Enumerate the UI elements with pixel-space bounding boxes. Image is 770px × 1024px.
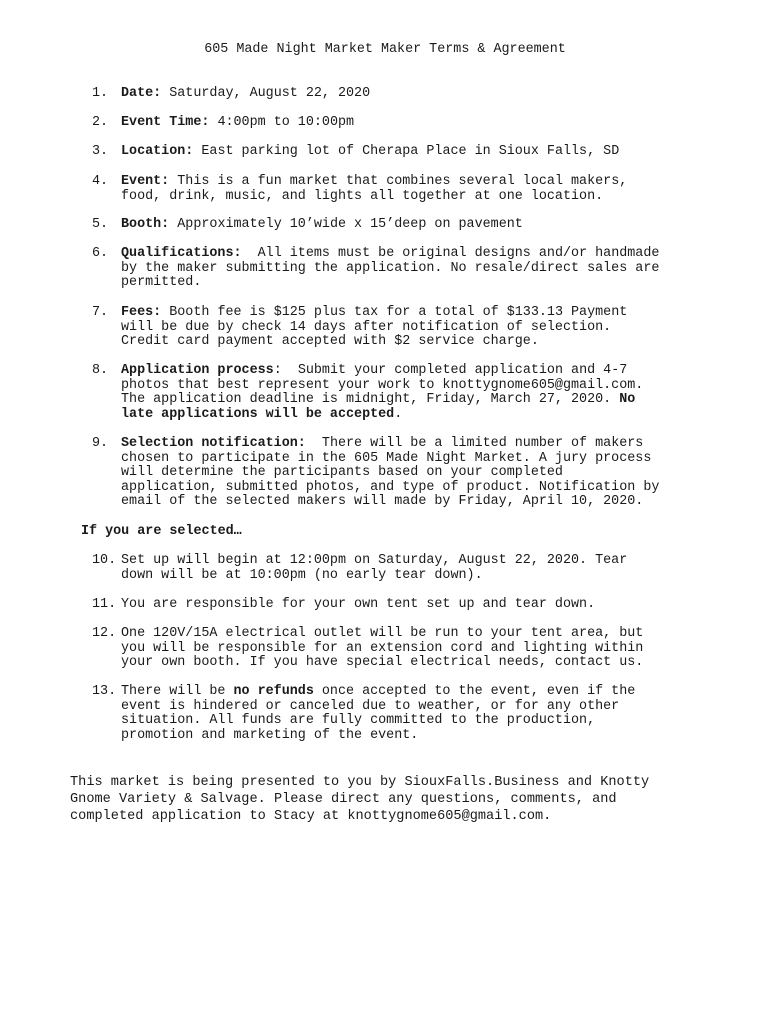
term-text: application, submitted photos, and type of product. Notification by: [121, 479, 660, 495]
term-label: Event Time:: [121, 115, 210, 130]
term-item-qualifications: [92, 247, 712, 291]
term-text: your own booth. If you have special electrical needs, contact us.: [121, 655, 644, 671]
term-emphasis: no refunds: [233, 684, 314, 699]
term-text: Set up will begin at 12:00pm on Saturday, August 22, 2020. Tear: [121, 553, 628, 568]
item-number: 3.: [92, 144, 109, 159]
term-text: Credit card payment accepted with $2 service charge.: [121, 334, 539, 350]
item-number: 10.: [92, 553, 117, 568]
footer-line: This market is being presented to you by SiouxFalls.Business and Knotty: [70, 775, 650, 790]
term-item-location: [92, 145, 712, 160]
term-item-event: [92, 175, 712, 204]
term-item-fees: [92, 306, 712, 350]
item-number: 12.: [92, 626, 117, 641]
item-number: 7.: [92, 305, 109, 320]
term-text: One 120V/15A electrical outlet will be run to your tent area, but: [121, 626, 644, 641]
item-number: 13.: [92, 684, 117, 699]
term-emphasis: late applications will be accepted: [121, 406, 395, 422]
item-number: 6.: [92, 246, 109, 261]
item-number: 5.: [92, 217, 109, 232]
term-text: Submit your completed application and 4-7: [289, 363, 628, 378]
item-number: 2.: [92, 115, 109, 130]
term-label: Qualifications:: [121, 246, 242, 261]
term-item-booth: [92, 218, 712, 233]
term-emphasis: No: [619, 392, 636, 408]
term-item-refunds: [92, 685, 712, 743]
term-item-application-process: [92, 364, 712, 422]
term-text: will determine the participants based on your completed: [121, 465, 563, 481]
term-item-setup: [92, 554, 712, 583]
term-text: This is a fun market that combines several local makers,: [177, 174, 628, 189]
term-text: 4:00pm to 10:00pm: [217, 115, 355, 130]
selected-section-heading: If you are selected…: [81, 524, 242, 539]
term-text: you will be responsible for an extension cord and lighting within: [121, 640, 644, 656]
term-label: Event:: [121, 174, 170, 189]
term-label: Application process: [121, 363, 274, 378]
term-text: once accepted to the event, even if the: [313, 684, 636, 699]
item-number: 8.: [92, 363, 109, 378]
term-item-event-time: [92, 116, 712, 131]
term-label: Booth:: [121, 217, 170, 232]
item-number: 4.: [92, 174, 109, 189]
term-text: food, drink, music, and lights all together at one location.: [121, 188, 604, 204]
item-number: 1.: [92, 86, 109, 101]
term-text: photos that best represent your work to knottygnome605@gmail.com.: [121, 377, 644, 393]
term-label-colon: :: [273, 363, 282, 378]
term-text: There will be: [121, 684, 234, 699]
term-text: The application deadline is midnight, Friday, March 27, 2020.: [121, 392, 620, 408]
term-text: Saturday, August 22, 2020: [169, 86, 371, 101]
term-text: promotion and marketing of the event.: [121, 727, 419, 743]
term-text: There will be a limited number of makers: [313, 436, 644, 451]
document-title: 605 Made Night Market Maker Terms & Agreement: [204, 42, 566, 57]
term-label: Selection notification:: [121, 436, 306, 451]
term-text: .: [394, 406, 403, 422]
term-item-selection-notification: [92, 437, 712, 510]
footer-line: completed application to Stacy at knottygnome605@gmail.com.: [70, 809, 552, 824]
term-text: All items must be original designs and/or handmade: [249, 246, 660, 261]
term-text: email of the selected makers will made by Friday, April 10, 2020.: [121, 494, 644, 510]
term-text: permitted.: [121, 275, 202, 291]
item-number: 11.: [92, 597, 117, 612]
footer-note: [70, 774, 730, 825]
term-label: Date:: [121, 86, 162, 101]
term-label: Location:: [121, 144, 194, 159]
term-item-electrical: [92, 627, 712, 671]
term-text: situation. All funds are fully committed to the production,: [121, 713, 596, 729]
term-text: Booth fee is $125 plus tax for a total of $133.13 Payment: [169, 305, 628, 320]
term-item-tent: [92, 598, 712, 613]
term-text: You are responsible for your own tent set up and tear down.: [121, 597, 596, 612]
term-text: event is hindered or canceled due to weather, or for any other: [121, 698, 620, 714]
term-item-date: [92, 87, 712, 102]
term-text: chosen to participate in the 605 Made Night Market. A jury process: [121, 450, 652, 466]
term-text: Approximately 10’wide x 15’deep on pavement: [177, 217, 523, 232]
term-text: will be due by check 14 days after notification of selection.: [121, 319, 612, 335]
footer-line: Gnome Variety & Salvage. Please direct any questions, comments, and: [70, 792, 617, 807]
term-label: Fees:: [121, 305, 162, 320]
item-number: 9.: [92, 436, 109, 451]
term-text: by the maker submitting the application. No resale/direct sales are: [121, 260, 660, 276]
term-text: down will be at 10:00pm (no early tear down).: [121, 567, 483, 583]
term-text: East parking lot of Cherapa Place in Sioux Falls, SD: [201, 144, 620, 159]
